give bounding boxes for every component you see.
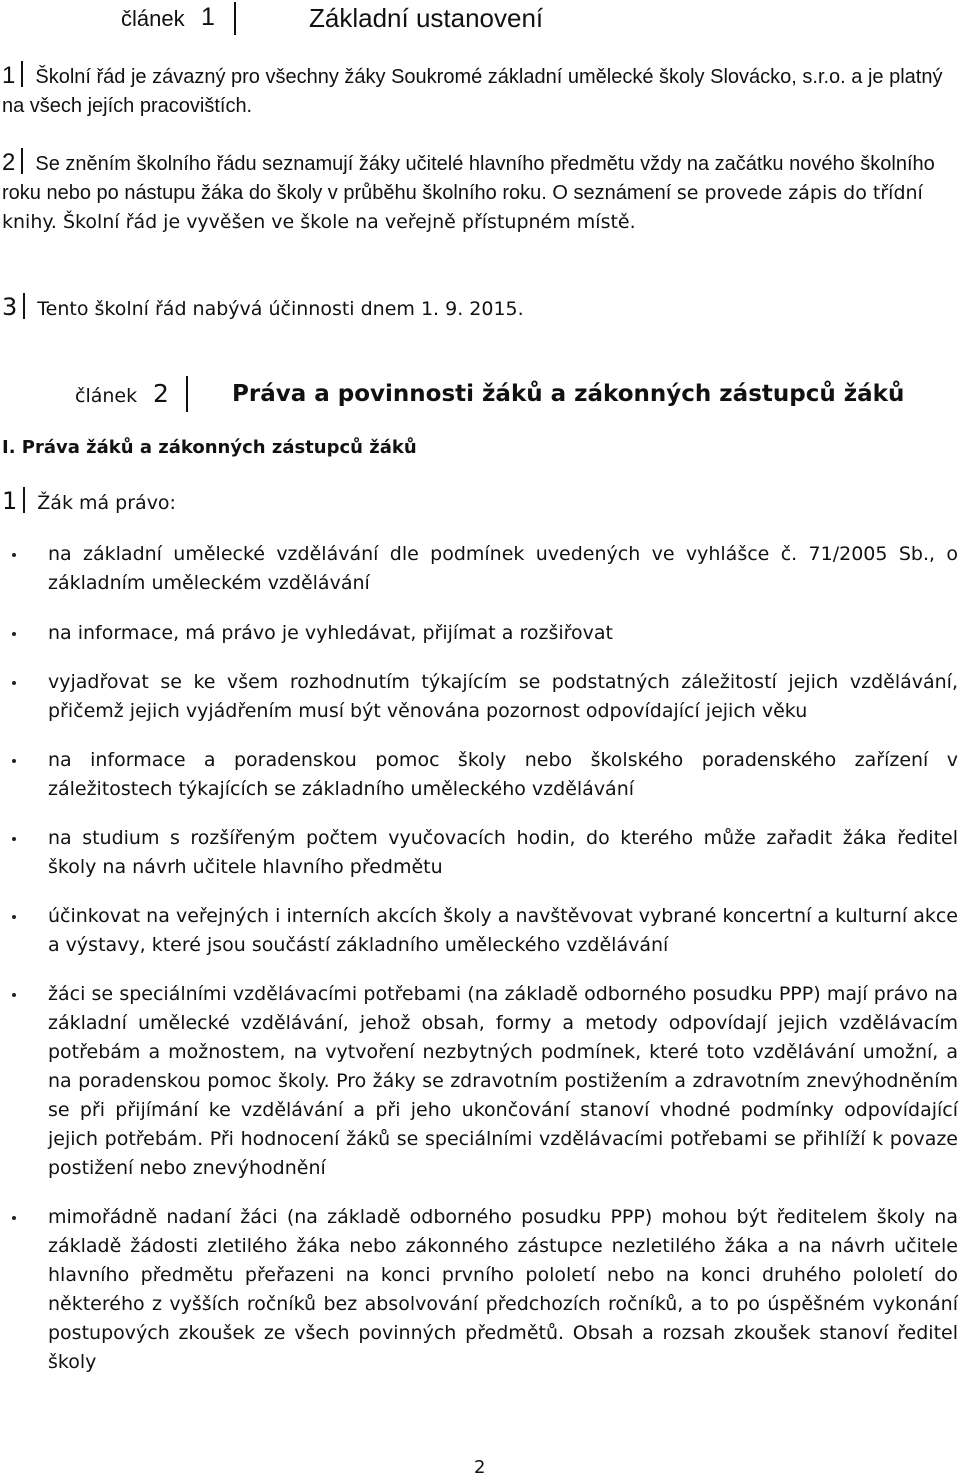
bullet-icon: [12, 681, 16, 685]
paragraph-text: Žák má právo:: [37, 492, 176, 514]
bullet-icon: [12, 759, 16, 763]
bullet-icon: [12, 553, 16, 557]
article-number: 2: [153, 379, 169, 408]
paragraph-student-rights: [2, 487, 176, 515]
number-divider: [23, 487, 25, 513]
paragraph-text: Školní řád je závazný pro všechny žáky Soukromé základní umělecké školy Slovácko, s.r.o. a je platný na všech jejích pracovištích.: [2, 66, 943, 117]
bullet-icon: [12, 993, 16, 997]
article-number: 1: [201, 3, 215, 31]
number-divider: [23, 293, 25, 319]
list-item: [0, 824, 958, 882]
heading-divider: [234, 2, 236, 35]
list-item-text: vyjadřovat se ke všem rozhodnutím týkajícím se podstatných záležitostí jejich vzdělávání, přičemž jejich vyjádřením musí být věnována pozornost odpovídající jejich věku: [48, 671, 958, 722]
list-item: [0, 619, 958, 648]
list-item: [0, 980, 958, 1183]
list-item-text: účinkovat na veřejných i interních akcích školy a navštěvovat vybrané koncertní a kulturní akce a výstavy, které jsou součástí základního uměleckého vzdělávání: [48, 905, 958, 956]
paragraph-text: Se zněním školního řádu seznamují žáky učitelé hlavního předmětu vždy na začátku nového školního roku nebo po nástupu žáka do školy v průběhu školního roku. O seznámení: [2, 153, 935, 204]
list-item-text: mimořádně nadaní žáci (na základě odborného posudku PPP) mohou být ředitelem školy na základě žádosti zletilého žáka nebo zákonného zástupce nezletilého žáka a na návrh učitele hlavního předmětu přeřazeni na konci prvního pololetí nebo na konci druhého pololetí do některého z vyšších ročníků bez absolvování předchozích ročníků, a to po úspěšném vykonání postupových zkoušek ze všech povinných předmětů. Obsah a rozsah zkoušek stanoví ředitel školy: [48, 1206, 958, 1373]
section-heading: I. Práva žáků a zákonných zástupců žáků: [2, 437, 417, 458]
paragraph-number: 2: [2, 149, 16, 176]
list-item-text: na základní umělecké vzdělávání dle podmínek uvedených ve vyhlášce č. 71/2005 Sb., o základním uměleckém vzdělávání: [48, 543, 958, 594]
bullet-icon: [12, 915, 16, 919]
paragraph-2: [2, 148, 957, 237]
list-item: [0, 540, 958, 598]
article-title: Práva a povinnosti žáků a zákonných zástupců žáků: [232, 381, 905, 407]
list-item: [0, 668, 958, 726]
bullet-icon: [12, 837, 16, 841]
list-item-text: na informace a poradenskou pomoc školy nebo školského poradenského zařízení v záležitostech týkajících se základního uměleckého vzdělávání: [48, 749, 958, 800]
number-divider: [21, 61, 23, 87]
list-item: [0, 746, 958, 804]
article-title: Základní ustanovení: [309, 3, 544, 33]
list-item: [0, 1203, 958, 1377]
paragraph-number: 1: [2, 62, 16, 89]
list-item-text: na studium s rozšířeným počtem vyučovacích hodin, do kterého může zařadit žáka ředitel školy na návrh učitele hlavního předmětu: [48, 827, 958, 878]
paragraph-1: [2, 61, 957, 121]
heading-divider: [186, 376, 188, 412]
number-divider: [21, 148, 23, 174]
paragraph-number: 1: [2, 487, 18, 515]
list-item-text: na informace, má právo je vyhledávat, přijímat a rozšiřovat: [48, 622, 613, 644]
page-number: 2: [474, 1457, 486, 1478]
paragraph-text-continued: se provede zápis do třídní knihy. Školní řád je vyvěšen ve škole na veřejně přístupném místě.: [2, 182, 923, 233]
article-label: článek: [75, 385, 138, 407]
bullet-icon: [12, 1216, 16, 1220]
paragraph-text: Tento školní řád nabývá účinnosti dnem 1. 9. 2015.: [37, 298, 524, 320]
article-label: článek: [121, 6, 185, 31]
list-item: [0, 902, 958, 960]
bullet-icon: [12, 632, 16, 636]
paragraph-number: 3: [2, 293, 18, 321]
rights-list: [0, 540, 958, 1377]
list-item-text: žáci se speciálními vzdělávacími potřebami (na základě odborného posudku PPP) mají právo na základní umělecké vzdělávání, jehož obsah, formy a metody odpovídají jejich vzdělávacím potřebám a možnostem, na vytvoření nezbytných podmínek, které toto vzdělávání umožní, a na poradenskou pomoc školy. Pro žáky se zdravotním postižením a zdravotním znevýhodněním se při přijímání ke vzdělávání a při jeho ukončování stanoví vhodné podmínky odpovídající jejich potřebám. Při hodnocení žáků se speciálními vzdělávacími potřebami se přihlíží k povaze postižení nebo znevýhodnění: [48, 983, 958, 1179]
paragraph-3: [2, 293, 957, 324]
